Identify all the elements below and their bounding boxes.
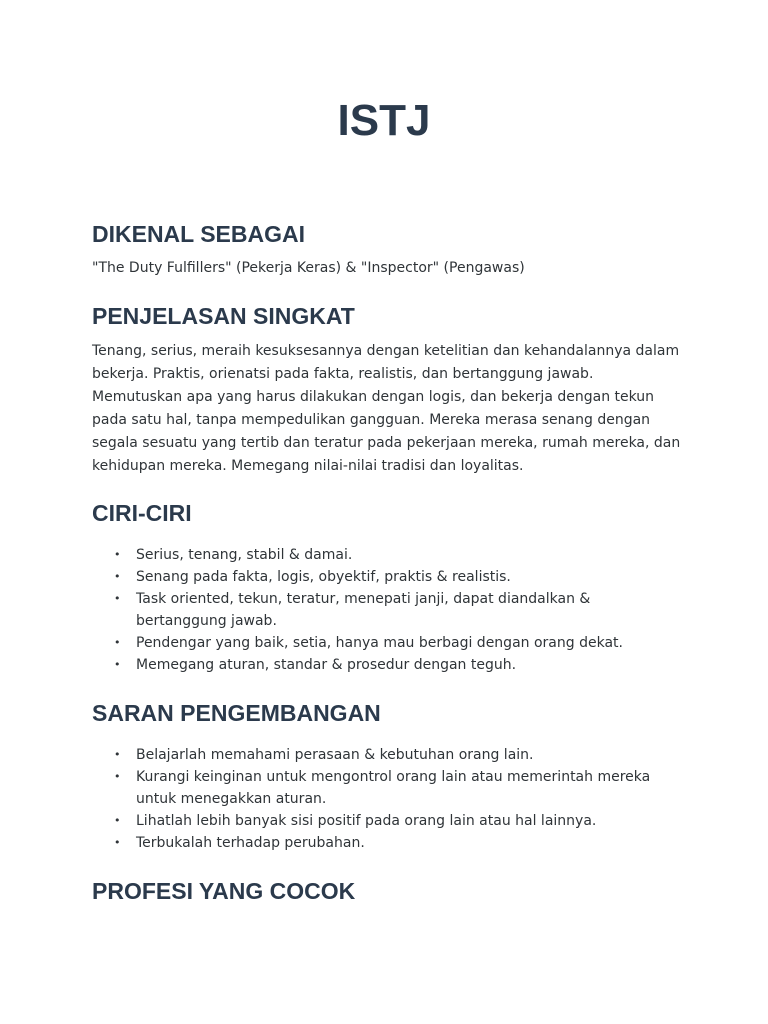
bullet-icon: • — [114, 748, 121, 761]
heading-saran-pengembangan: SARAN PENGEMBANGAN — [92, 700, 381, 726]
list-item — [92, 654, 682, 676]
list-item-text: Pendengar yang baik, setia, hanya mau berbagi dengan orang dekat. — [136, 635, 623, 651]
saran-pengembangan-list — [92, 744, 682, 854]
list-item — [92, 632, 682, 654]
document-title: ISTJ — [337, 96, 431, 145]
bullet-icon: • — [114, 570, 121, 583]
bullet-icon: • — [114, 636, 121, 649]
bullet-icon: • — [114, 548, 121, 561]
list-item — [92, 766, 682, 810]
list-item-text: Kurangi keinginan untuk mengontrol orang lain atau memerintah mereka untuk menegakkan aturan. — [136, 769, 651, 807]
bullet-icon: • — [114, 836, 121, 849]
bullet-icon: • — [114, 658, 121, 671]
heading-dikenal-sebagai: DIKENAL SEBAGAI — [92, 221, 305, 247]
list-item — [92, 832, 682, 854]
list-item — [92, 544, 682, 566]
list-item-text: Belajarlah memahami perasaan & kebutuhan orang lain. — [136, 747, 534, 763]
list-item — [92, 810, 682, 832]
list-item — [92, 588, 682, 632]
list-item-text: Lihatlah lebih banyak sisi positif pada orang lain atau hal lainnya. — [136, 813, 597, 829]
heading-penjelasan-singkat: PENJELASAN SINGKAT — [92, 303, 355, 329]
penjelasan-singkat-text: Tenang, serius, meraih kesuksesannya dengan ketelitian dan kehandalannya dalam bekerja. Praktis, orienatsi pada fakta, realistis, dan bertanggung jawab. Memutuskan apa yang harus dilakukan dengan logis, dan bekerja dengan tekun pada satu hal, tanpa mempedulikan gangguan. Mereka merasa senang dengan segala sesuatu yang tertib dan teratur pada pekerjaan mereka, rumah mereka, dan kehidupan mereka. Memegang nilai-nilai tradisi dan loyalitas. — [92, 343, 681, 474]
list-item — [92, 744, 682, 766]
ciri-ciri-list — [92, 544, 682, 676]
dikenal-sebagai-text: "The Duty Fulfillers" (Pekerja Keras) & "Inspector" (Pengawas) — [92, 260, 525, 276]
list-item-text: Memegang aturan, standar & prosedur dengan teguh. — [136, 657, 517, 673]
list-item-text: Terbukalah terhadap perubahan. — [136, 835, 365, 851]
list-item — [92, 566, 682, 588]
heading-profesi-yang-cocok: PROFESI YANG COCOK — [92, 878, 356, 904]
list-item-text: Serius, tenang, stabil & damai. — [136, 547, 353, 563]
list-item-text: Task oriented, tekun, teratur, menepati janji, dapat diandalkan & bertanggung jawab. — [136, 591, 591, 629]
bullet-icon: • — [114, 814, 121, 827]
bullet-icon: • — [114, 592, 121, 605]
bullet-icon: • — [114, 770, 121, 783]
list-item-text: Senang pada fakta, logis, obyektif, praktis & realistis. — [136, 569, 511, 585]
heading-ciri-ciri: CIRI-CIRI — [92, 500, 192, 526]
